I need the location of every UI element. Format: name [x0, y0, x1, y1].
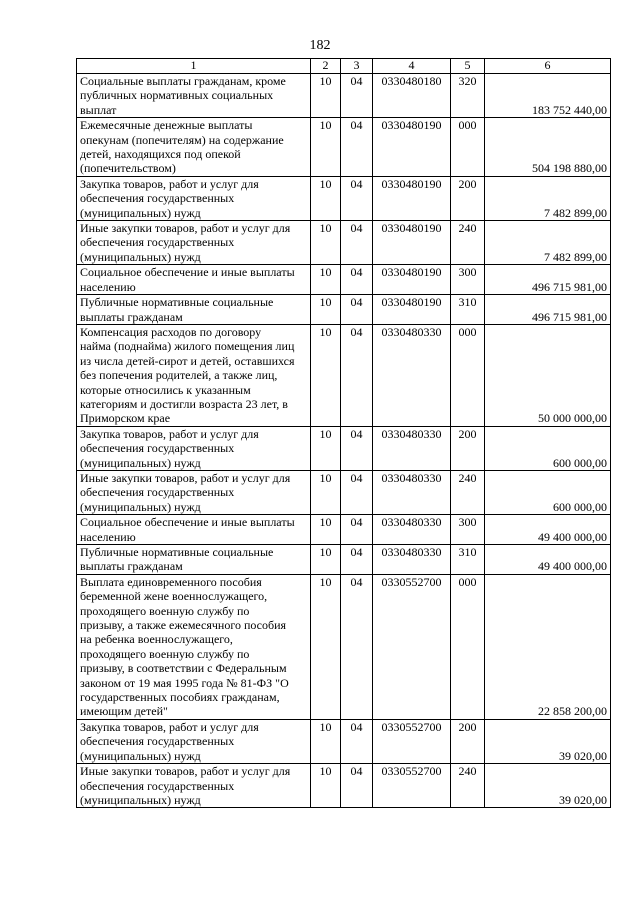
budget-table	[76, 58, 611, 808]
section-cell: 10	[311, 74, 341, 118]
amount-cell: 50 000 000,00	[485, 324, 611, 426]
amount-cell: 39 020,00	[485, 764, 611, 808]
subsection-cell: 04	[341, 295, 373, 325]
subsection-cell: 04	[341, 574, 373, 719]
target-article-cell: 0330480190	[373, 176, 451, 220]
section-cell: 10	[311, 574, 341, 719]
subsection-cell: 04	[341, 265, 373, 295]
amount-cell: 600 000,00	[485, 426, 611, 470]
amount-cell: 504 198 880,00	[485, 118, 611, 177]
amount-cell: 22 858 200,00	[485, 574, 611, 719]
target-article-cell: 0330480180	[373, 74, 451, 118]
expense-type-cell: 300	[451, 515, 485, 545]
table-body	[77, 74, 611, 808]
target-article-cell: 0330552700	[373, 574, 451, 719]
subsection-cell: 04	[341, 221, 373, 265]
column-header: 5	[451, 59, 485, 74]
subsection-cell: 04	[341, 426, 373, 470]
table-row	[77, 545, 611, 575]
expense-name-cell: Иные закупки товаров, работ и услуг для обеспечения государственных (муниципальных) нужд	[77, 221, 311, 265]
target-article-cell: 0330480330	[373, 324, 451, 426]
amount-cell: 7 482 899,00	[485, 221, 611, 265]
expense-name-cell: Закупка товаров, работ и услуг для обеспечения государственных (муниципальных) нужд	[77, 719, 311, 763]
page-number: 182	[309, 38, 331, 53]
amount-cell: 496 715 981,00	[485, 265, 611, 295]
section-cell: 10	[311, 719, 341, 763]
subsection-cell: 04	[341, 176, 373, 220]
target-article-cell: 0330552700	[373, 764, 451, 808]
expense-name-cell: Социальные выплаты гражданам, кроме публичных нормативных социальных выплат	[77, 74, 311, 118]
expense-name-cell: Социальное обеспечение и иные выплаты населению	[77, 515, 311, 545]
expense-type-cell: 310	[451, 295, 485, 325]
expense-type-cell: 320	[451, 74, 485, 118]
table-row	[77, 324, 611, 426]
table-row	[77, 221, 611, 265]
subsection-cell: 04	[341, 118, 373, 177]
target-article-cell: 0330480330	[373, 515, 451, 545]
expense-name-cell: Компенсация расходов по договору найма (поднайма) жилого помещения лиц из числа детей-сирот и детей, оставшихся без попечения родителей, а также лиц, которые относились к указанным категориям и достигли возраста 23 лет, в Приморском крае	[77, 324, 311, 426]
expense-name-cell: Закупка товаров, работ и услуг для обеспечения государственных (муниципальных) нужд	[77, 426, 311, 470]
expense-type-cell: 310	[451, 545, 485, 575]
expense-name-cell: Ежемесячные денежные выплаты опекунам (попечителям) на содержание детей, находящихся под опекой (попечительством)	[77, 118, 311, 177]
table-row	[77, 426, 611, 470]
table-row	[77, 265, 611, 295]
subsection-cell: 04	[341, 515, 373, 545]
expense-type-cell: 000	[451, 324, 485, 426]
amount-cell: 49 400 000,00	[485, 515, 611, 545]
target-article-cell: 0330552700	[373, 719, 451, 763]
section-cell: 10	[311, 764, 341, 808]
expense-type-cell: 240	[451, 470, 485, 514]
expense-name-cell: Иные закупки товаров, работ и услуг для обеспечения государственных (муниципальных) нужд	[77, 764, 311, 808]
subsection-cell: 04	[341, 74, 373, 118]
amount-cell: 183 752 440,00	[485, 74, 611, 118]
expense-type-cell: 300	[451, 265, 485, 295]
expense-name-cell: Закупка товаров, работ и услуг для обеспечения государственных (муниципальных) нужд	[77, 176, 311, 220]
section-cell: 10	[311, 324, 341, 426]
amount-cell: 7 482 899,00	[485, 176, 611, 220]
column-header: 4	[373, 59, 451, 74]
table-row	[77, 118, 611, 177]
expense-type-cell: 200	[451, 176, 485, 220]
expense-type-cell: 000	[451, 574, 485, 719]
table-row	[77, 74, 611, 118]
expense-type-cell: 240	[451, 764, 485, 808]
column-header: 1	[77, 59, 311, 74]
table-row	[77, 295, 611, 325]
section-cell: 10	[311, 426, 341, 470]
section-cell: 10	[311, 265, 341, 295]
expense-name-cell: Иные закупки товаров, работ и услуг для обеспечения государственных (муниципальных) нужд	[77, 470, 311, 514]
table-header-row	[77, 59, 611, 74]
target-article-cell: 0330480330	[373, 426, 451, 470]
section-cell: 10	[311, 221, 341, 265]
expense-type-cell: 200	[451, 719, 485, 763]
subsection-cell: 04	[341, 470, 373, 514]
target-article-cell: 0330480190	[373, 265, 451, 295]
expense-type-cell: 000	[451, 118, 485, 177]
target-article-cell: 0330480190	[373, 118, 451, 177]
target-article-cell: 0330480190	[373, 221, 451, 265]
amount-cell: 39 020,00	[485, 719, 611, 763]
subsection-cell: 04	[341, 719, 373, 763]
amount-cell: 496 715 981,00	[485, 295, 611, 325]
expense-name-cell: Публичные нормативные социальные выплаты гражданам	[77, 295, 311, 325]
target-article-cell: 0330480190	[373, 295, 451, 325]
subsection-cell: 04	[341, 545, 373, 575]
column-header: 6	[485, 59, 611, 74]
section-cell: 10	[311, 545, 341, 575]
subsection-cell: 04	[341, 324, 373, 426]
table-row	[77, 515, 611, 545]
section-cell: 10	[311, 470, 341, 514]
section-cell: 10	[311, 118, 341, 177]
section-cell: 10	[311, 295, 341, 325]
table-row	[77, 574, 611, 719]
section-cell: 10	[311, 176, 341, 220]
subsection-cell: 04	[341, 764, 373, 808]
target-article-cell: 0330480330	[373, 545, 451, 575]
expense-name-cell: Социальное обеспечение и иные выплаты населению	[77, 265, 311, 295]
expense-name-cell: Выплата единовременного пособия беременной жене военнослужащего, проходящего военную службу по призыву, а также ежемесячного пособия на ребенка военнослужащего, проходящего военную службу по призыву, в соответствии с Федеральным законом от 19 мая 1995 года № 81-ФЗ "О государственных пособиях гражданам, имеющим детей"	[77, 574, 311, 719]
expense-type-cell: 200	[451, 426, 485, 470]
table-row	[77, 764, 611, 808]
amount-cell: 600 000,00	[485, 470, 611, 514]
amount-cell: 49 400 000,00	[485, 545, 611, 575]
column-header: 3	[341, 59, 373, 74]
table-row	[77, 470, 611, 514]
table-row	[77, 719, 611, 763]
column-header: 2	[311, 59, 341, 74]
expense-name-cell: Публичные нормативные социальные выплаты гражданам	[77, 545, 311, 575]
target-article-cell: 0330480330	[373, 470, 451, 514]
section-cell: 10	[311, 515, 341, 545]
expense-type-cell: 240	[451, 221, 485, 265]
table-row	[77, 176, 611, 220]
